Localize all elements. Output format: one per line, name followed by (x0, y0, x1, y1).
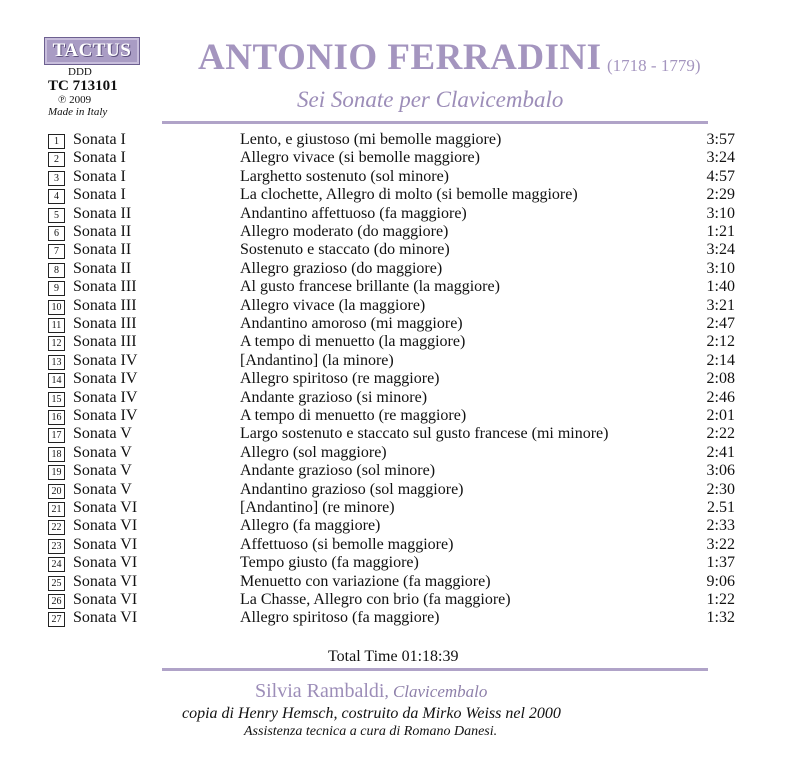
track-row (0, 462, 800, 480)
track-movement: Allegro grazioso (do maggiore) (240, 259, 443, 277)
track-sonata: Sonata VI (73, 517, 138, 535)
track-row (0, 609, 800, 627)
track-row (0, 333, 800, 351)
track-sonata: Sonata III (73, 278, 137, 296)
track-movement: Allegro spiritoso (fa maggiore) (240, 609, 440, 627)
track-row (0, 205, 800, 223)
top-divider (162, 121, 708, 124)
track-movement: Largo sostenuto e staccato sul gusto francese (mi minore) (240, 425, 609, 443)
track-row (0, 554, 800, 572)
track-movement: Menuetto con variazione (fa maggiore) (240, 572, 491, 590)
track-sonata: Sonata I (73, 167, 126, 185)
track-number: 17 (48, 428, 65, 443)
track-movement: Andante grazioso (si minore) (240, 388, 428, 406)
performer-credit (255, 680, 487, 703)
track-duration: 3:06 (706, 462, 735, 480)
track-number: 21 (48, 502, 65, 517)
track-number: 14 (48, 373, 65, 388)
catalog-number: TC 713101 (48, 78, 118, 94)
track-number: 24 (48, 557, 65, 572)
track-movement: Tempo giusto (fa maggiore) (240, 554, 419, 572)
track-movement: Affettuoso (si bemolle maggiore) (240, 535, 454, 553)
catalog-info (48, 66, 118, 118)
track-movement: Allegro (sol maggiore) (240, 443, 387, 461)
track-sonata: Sonata V (73, 425, 132, 443)
performer-name: Silvia Rambaldi (255, 680, 385, 702)
track-duration: 3:24 (706, 241, 735, 259)
made-in: Made in Italy (48, 106, 108, 118)
track-number: 8 (48, 263, 65, 278)
track-duration: 3:57 (706, 131, 735, 148)
track-duration: 1:21 (706, 223, 735, 240)
track-duration: 2:41 (706, 443, 735, 461)
track-number: 11 (48, 318, 65, 333)
track-row (0, 297, 800, 315)
track-duration: 2:30 (706, 480, 735, 498)
track-number: 22 (48, 520, 65, 535)
track-row (0, 517, 800, 535)
track-movement: [Andantino] (la minore) (240, 351, 394, 369)
track-number: 19 (48, 465, 65, 480)
track-number: 4 (48, 189, 65, 204)
track-sonata: Sonata IV (73, 370, 138, 388)
track-row (0, 352, 800, 370)
track-row (0, 241, 800, 259)
track-sonata: Sonata II (73, 259, 132, 277)
track-movement: Andantino grazioso (sol maggiore) (240, 480, 464, 498)
track-duration: 3:21 (706, 296, 735, 314)
total-time: Total Time 01:18:39 (328, 648, 459, 665)
track-row (0, 573, 800, 591)
track-number: 23 (48, 539, 65, 554)
track-row (0, 278, 800, 296)
track-duration: 3:10 (706, 204, 735, 222)
track-movement: Allegro spiritoso (re maggiore) (240, 370, 440, 388)
track-row (0, 315, 800, 333)
track-row (0, 444, 800, 462)
track-sonata: Sonata IV (73, 388, 138, 406)
track-duration: 1:22 (706, 591, 735, 608)
track-sonata: Sonata VI (73, 609, 138, 627)
track-number: 27 (48, 612, 65, 627)
track-duration: 2.51 (707, 499, 735, 516)
track-number: 3 (48, 171, 65, 186)
track-duration: 3:24 (706, 149, 735, 167)
track-sonata: Sonata V (73, 462, 132, 480)
track-sonata: Sonata VI (73, 535, 138, 553)
track-duration: 1:32 (706, 609, 735, 627)
track-duration: 2:29 (706, 186, 735, 204)
label-logo: TACTUS (44, 37, 140, 65)
track-row (0, 536, 800, 554)
track-number: 2 (48, 152, 65, 167)
track-movement: La clochette, Allegro di molto (si bemolle maggiore) (240, 186, 578, 204)
track-duration: 2:08 (706, 370, 735, 388)
track-sonata: Sonata IV (73, 407, 138, 424)
track-movement: Andantino amoroso (mi maggiore) (240, 315, 463, 332)
track-row (0, 407, 800, 425)
technical-credit: Assistenza tecnica a cura di Romano Danesi. (244, 724, 498, 739)
track-movement: Lento, e giustoso (mi bemolle maggiore) (240, 131, 502, 148)
track-row (0, 186, 800, 204)
track-duration: 2:12 (706, 333, 735, 351)
track-movement: Allegro moderato (do maggiore) (240, 223, 449, 240)
track-duration: 2:47 (706, 315, 735, 332)
track-duration: 3:10 (706, 259, 735, 277)
track-number: 1 (48, 134, 65, 149)
track-duration: 1:40 (706, 278, 735, 296)
performer-instrument: , Clavicembalo (384, 682, 488, 701)
track-movement: Allegro vivace (si bemolle maggiore) (240, 149, 480, 167)
track-number: 13 (48, 355, 65, 370)
track-duration: 2:33 (706, 517, 735, 535)
track-sonata: Sonata III (73, 315, 137, 332)
track-row (0, 481, 800, 499)
track-duration: 3:22 (706, 535, 735, 553)
track-sonata: Sonata II (73, 241, 132, 259)
track-movement: Larghetto sostenuto (sol minore) (240, 167, 449, 185)
track-sonata: Sonata VI (73, 572, 138, 590)
track-movement: Andantino affettuoso (fa maggiore) (240, 204, 467, 222)
track-row (0, 389, 800, 407)
composer-name: ANTONIO FERRADINI (198, 37, 602, 78)
track-movement: La Chasse, Allegro con brio (fa maggiore) (240, 591, 511, 608)
track-duration: 9:06 (706, 572, 735, 590)
track-duration: 4:57 (706, 167, 735, 185)
track-movement: Allegro (fa maggiore) (240, 517, 381, 535)
track-number: 20 (48, 484, 65, 499)
track-number: 7 (48, 244, 65, 259)
track-movement: A tempo di menuetto (re maggiore) (240, 407, 467, 424)
track-duration: 2:01 (706, 407, 735, 424)
track-number: 5 (48, 208, 65, 223)
instrument-credit: copia di Henry Hemsch, costruito da Mirko Weiss nel 2000 (182, 705, 561, 722)
track-row (0, 223, 800, 241)
track-row (0, 131, 800, 149)
track-number: 16 (48, 410, 65, 425)
track-duration: 1:37 (706, 554, 735, 572)
track-number: 9 (48, 281, 65, 296)
track-number: 6 (48, 226, 65, 241)
track-row (0, 425, 800, 443)
track-sonata: Sonata II (73, 204, 132, 222)
track-row (0, 370, 800, 388)
track-sonata: Sonata II (73, 223, 132, 240)
track-sonata: Sonata III (73, 333, 137, 351)
track-sonata: Sonata VI (73, 554, 138, 572)
track-sonata: Sonata I (73, 131, 126, 148)
track-sonata: Sonata VI (73, 591, 138, 608)
track-number: 25 (48, 576, 65, 591)
album-subtitle: Sei Sonate per Clavicembalo (297, 87, 564, 112)
track-sonata: Sonata IV (73, 351, 138, 369)
track-duration: 2:46 (706, 388, 735, 406)
track-number: 10 (48, 300, 65, 315)
ddd-code: DDD (68, 66, 92, 78)
track-number: 15 (48, 392, 65, 407)
track-movement: Andante grazioso (sol minore) (240, 462, 436, 480)
track-sonata: Sonata I (73, 186, 126, 204)
track-row (0, 168, 800, 186)
track-row (0, 499, 800, 517)
bottom-divider (162, 668, 708, 671)
track-movement: A tempo di menuetto (la maggiore) (240, 333, 466, 351)
track-movement: Allegro vivace (la maggiore) (240, 296, 426, 314)
track-sonata: Sonata V (73, 443, 132, 461)
track-row (0, 149, 800, 167)
track-number: 18 (48, 447, 65, 462)
track-duration: 2:14 (706, 351, 735, 369)
track-row (0, 260, 800, 278)
track-sonata: Sonata V (73, 480, 132, 498)
track-movement: Al gusto francese brillante (la maggiore) (240, 278, 500, 296)
composer-dates: (1718 - 1779) (607, 56, 701, 75)
copyright-year: ℗ 2009 (58, 94, 92, 106)
track-row (0, 591, 800, 609)
track-number: 26 (48, 594, 65, 609)
track-duration: 2:22 (706, 425, 735, 443)
track-sonata: Sonata III (73, 296, 137, 314)
track-movement: [Andantino] (re minore) (240, 499, 395, 516)
track-sonata: Sonata VI (73, 499, 138, 516)
track-movement: Sostenuto e staccato (do minore) (240, 241, 450, 259)
track-number: 12 (48, 336, 65, 351)
track-sonata: Sonata I (73, 149, 126, 167)
